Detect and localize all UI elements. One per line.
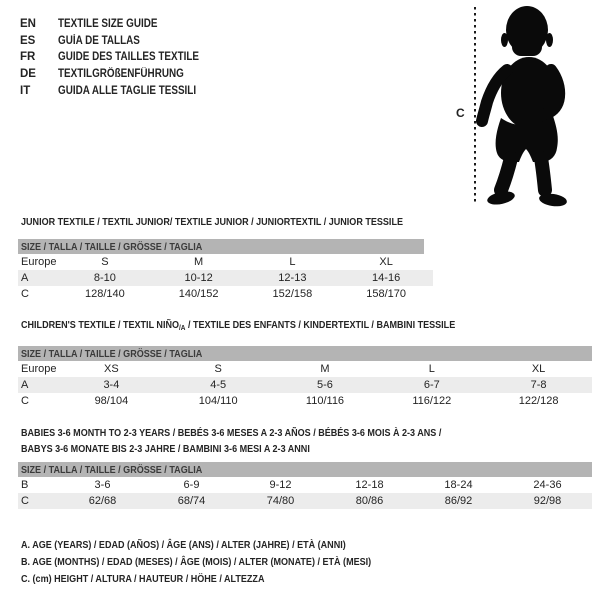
lang-title: GUÍA DE TALLAS <box>58 34 140 47</box>
table-row <box>18 286 433 302</box>
cell: 158/170 <box>366 288 406 300</box>
cell: 10-12 <box>184 272 213 284</box>
lang-title: GUIDE DES TAILLES TEXTILE <box>58 51 200 64</box>
lang-row-de <box>20 66 222 83</box>
lang-title: TEXTILGRÖßENFÜHRUNG <box>58 68 184 81</box>
cell: 62/68 <box>88 495 117 507</box>
table-row <box>18 393 592 409</box>
cell: 116/122 <box>412 395 452 407</box>
children-size-table <box>18 346 592 409</box>
cell: 5-6 <box>317 379 333 391</box>
lang-title: TEXTILE SIZE GUIDE <box>58 18 158 31</box>
size-header-bar: SIZE / TALLA / TAILLE / GRÖSSE / TAGLIA <box>18 346 592 361</box>
baby-silhouette-icon <box>455 0 600 215</box>
lang-row-it <box>20 82 222 99</box>
cell: 98/104 <box>94 395 129 407</box>
footnotes <box>21 536 428 588</box>
cell: L <box>289 256 296 268</box>
cell: S <box>101 256 109 268</box>
height-label: C <box>456 106 465 120</box>
table-row <box>18 477 592 493</box>
row-label: A <box>21 272 29 284</box>
cell: 122/128 <box>518 395 559 407</box>
cell: 74/80 <box>266 495 295 507</box>
children-section-title: CHILDREN'S TEXTILE / TEXTIL $NIÑO_{/A}$ / TEXTILE DES ENFANTS / KINDERTEXTIL / BAMBINI TESSILE <box>21 319 456 332</box>
note-age-years: A. AGE (YEARS) / EDAD (AÑOS) / ÂGE (ANS) / ALTER (JAHRE) / ETÀ (ANNI) <box>21 538 346 551</box>
babies-size-table <box>18 462 592 509</box>
baby-figure <box>455 0 600 215</box>
row-label: C <box>21 288 29 300</box>
cell: 152/158 <box>272 288 313 300</box>
junior-section-title: JUNIOR TEXTILE / TEXTIL JUNIOR/ TEXTILE JUNIOR / JUNIORTEXTIL / JUNIOR TESSILE <box>21 216 403 228</box>
lang-row-en <box>20 16 222 33</box>
cell: S <box>214 363 222 375</box>
cell: 8-10 <box>93 272 116 284</box>
cell: 68/74 <box>177 495 206 507</box>
junior-size-table <box>18 239 433 302</box>
table-row <box>18 361 592 377</box>
cell: 86/92 <box>444 495 473 507</box>
cell: 14-16 <box>372 272 401 284</box>
nino-sub: /A <box>179 323 186 332</box>
cell: 6-9 <box>183 479 200 491</box>
size-header-bar: SIZE / TALLA / TAILLE / GRÖSSE / TAGLIA <box>18 239 424 254</box>
lang-title: GUIDA ALLE TAGLIE TESSILI <box>58 84 197 97</box>
row-label: Europe <box>21 256 57 268</box>
table-row <box>18 493 592 509</box>
cell: 140/152 <box>178 288 219 300</box>
cell: 9-12 <box>269 479 292 491</box>
cell: 12-13 <box>278 272 307 284</box>
cell: 7-8 <box>530 379 547 391</box>
cell: 18-24 <box>444 479 473 491</box>
cell: 80/86 <box>355 495 384 507</box>
cell: XL <box>531 363 546 375</box>
cell: 12-18 <box>355 479 384 491</box>
row-label: A <box>21 379 29 391</box>
language-header <box>20 16 222 99</box>
lang-row-fr <box>20 49 222 66</box>
cell: 110/116 <box>305 395 345 407</box>
row-label: C <box>21 495 29 507</box>
row-label: B <box>21 479 29 491</box>
lang-row-es <box>20 33 222 50</box>
cell: 104/110 <box>198 395 238 407</box>
lang-code: FR <box>20 51 36 64</box>
cell: 92/98 <box>533 495 562 507</box>
cell: 6-7 <box>423 379 440 391</box>
baby-body <box>482 6 568 208</box>
lang-code: ES <box>20 34 36 47</box>
size-header-bar: SIZE / TALLA / TAILLE / GRÖSSE / TAGLIA <box>18 462 592 477</box>
lang-code: EN <box>20 18 36 31</box>
table-row <box>18 254 433 270</box>
note-age-months: B. AGE (MONTHS) / EDAD (MESES) / ÂGE (MOIS) / ALTER (MONATE) / ETÀ (MESI) <box>21 555 372 568</box>
cell: 24-36 <box>533 479 562 491</box>
cell: 128/140 <box>84 288 125 300</box>
cell: 3-6 <box>94 479 111 491</box>
lang-code: DE <box>20 68 36 81</box>
cell: XS <box>104 363 119 375</box>
lang-code: IT <box>20 84 31 97</box>
cell: M <box>320 363 330 375</box>
cell: XL <box>379 256 393 268</box>
cell: 4-5 <box>210 379 227 391</box>
cell: 3-4 <box>103 379 120 391</box>
table-row <box>18 270 433 286</box>
babies-section-title: BABIES 3-6 MONTH TO 2-3 YEARS / BEBÉS 3-6 MESES A 2-3 AÑOS / BÉBÉS 3-6 MOIS À 2-3 ANS / BABYS 3-6 MONATE BIS 2-3 JAHRE / BAMBINI 3-6 MESI A 2-3 ANNI <box>21 427 442 455</box>
note-height: C. (cm) HEIGHT / ALTURA / HAUTEUR / HÖHE / ALTEZZA <box>21 573 265 586</box>
cell: L <box>428 363 435 375</box>
row-label: C <box>21 395 29 407</box>
cell: M <box>194 256 204 268</box>
table-row <box>18 377 592 393</box>
row-label: Europe <box>21 363 57 375</box>
